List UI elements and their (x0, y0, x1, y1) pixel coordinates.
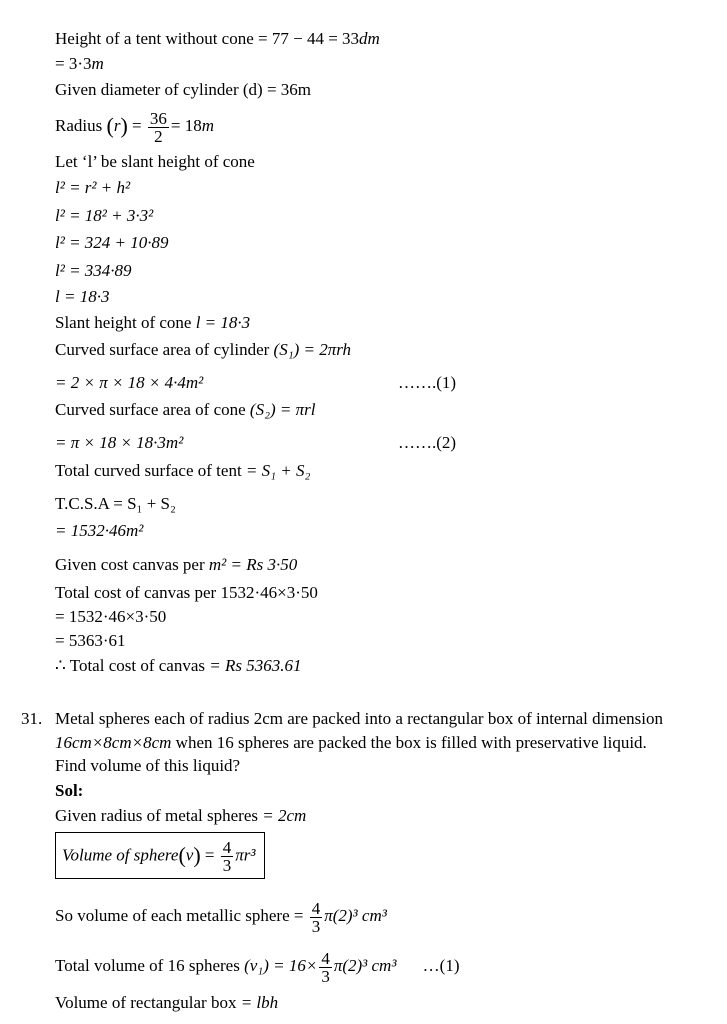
line-each-sphere: So volume of each metallic sphere = $\frac{4}{3}$ π(2)³ cm³ (55, 898, 387, 936)
solution-label: Sol: (55, 781, 84, 800)
equation-number: …(1) (422, 956, 460, 975)
line-radius-spheres (55, 806, 306, 826)
text: Given radius of metal spheres (55, 806, 258, 825)
fraction: $\frac{4}{3}$ (222, 838, 232, 875)
unit: dm (359, 29, 380, 48)
line-radius: Radius (r) = $\frac{36}{2}$ = 18m (55, 108, 214, 146)
line-total-cost (55, 656, 301, 676)
line-tent-height (55, 29, 380, 49)
math: l = 18·3 (195, 313, 251, 332)
math: πr³ (235, 845, 256, 865)
text: Curved surface area of cone (55, 400, 246, 419)
line-total-cost-per: Total cost of canvas per 1532·46×3·50 (55, 583, 318, 602)
line-eq4: l² = 334·89 (55, 261, 132, 280)
line-eq3: l² = 324 + 10·89 (55, 233, 169, 252)
math: = 2cm (262, 806, 307, 825)
math: (v₁) = 16× (244, 956, 318, 975)
text: Total volume of 16 spheres (55, 956, 240, 975)
text: Total curved surface of tent (55, 461, 242, 480)
var: r (113, 116, 121, 135)
line-result: = 5363·61 (55, 631, 126, 650)
text: Slant height of cone (55, 313, 192, 332)
unit: m (201, 116, 214, 135)
fraction: $\frac{4}{3}$ (321, 948, 330, 986)
text: ∴ Total cost of canvas (55, 656, 205, 675)
math: = 3·3 (55, 54, 92, 73)
text: Volume of rectangular box (55, 993, 237, 1012)
question-text-3: Find volume of this liquid? (55, 756, 241, 775)
equation-number-2: …….(2) (398, 433, 457, 452)
line-csa-cone (55, 400, 315, 420)
line-box-volume (55, 993, 278, 1013)
text: Given cost canvas per (55, 555, 205, 574)
math: (S₁) = 2πrh (273, 340, 352, 359)
line-csa-cone-value: = π × 18 × 18·3m² (55, 433, 184, 452)
math: π(2)³ cm³ (333, 956, 397, 975)
line-let-slant: Let ‘l’ be slant height of cone (55, 152, 255, 171)
line-eq1: l² = r² + h² (55, 178, 131, 197)
text: Volume of sphere (62, 845, 179, 865)
line-diameter: Given diameter of cylinder (d) = 36m (55, 80, 312, 99)
text: Curved surface area of cylinder (55, 340, 270, 359)
line-eq2: l² = 18² + 3·3² (55, 206, 154, 225)
formula-box: Volume of sphere(v) = $\frac{4}{3}$ πr³ (55, 832, 265, 879)
text: Height of a tent without cone (55, 29, 254, 48)
line-height-m (55, 54, 104, 74)
question-number: 31. (21, 709, 43, 728)
equation-number-1: …….(1) (398, 373, 457, 392)
fraction: $\frac{36}{2}$ (149, 108, 167, 146)
var: v (185, 845, 194, 865)
question-text-2 (55, 733, 647, 753)
line-tcsa-value: = 1532·46m² (55, 521, 144, 540)
line-cost-per (55, 555, 297, 575)
question-text-1: Metal spheres each of radius 2cm are packed into a rectangular box of internal dimension (55, 709, 663, 728)
math: = 77 − 44 = 33 (253, 29, 360, 48)
math: = Rs 5363.61 (209, 656, 302, 675)
line-csa-cylinder (55, 340, 351, 360)
line-total-csa (55, 461, 310, 481)
math: = lbh (240, 993, 279, 1012)
line-csa-cylinder-value: = 2 × π × 18 × 4·4m² (55, 373, 204, 392)
line-eq5: l = 18·3 (55, 287, 110, 306)
fraction: $\frac{4}{3}$ (311, 898, 321, 936)
math: π(2)³ cm³ (324, 906, 387, 925)
line-tcsa: T.C.S.A = S₁ + S₂ (55, 494, 176, 513)
line-total-volume (55, 946, 460, 986)
math: = S₁ + S₂ (245, 461, 311, 480)
unit: m (91, 54, 104, 73)
line-product: = 1532·46×3·50 (55, 607, 167, 626)
math: 16cm×8cm×8cm (55, 733, 172, 752)
math: m² = Rs 3·50 (208, 555, 298, 574)
math: = 18 (170, 116, 202, 135)
math: (S₂) = πrl (249, 400, 316, 419)
line-slant-height (55, 313, 250, 333)
text: Radius (55, 116, 103, 135)
text: when 16 spheres are packed the box is filled with preservative liquid. (171, 733, 647, 752)
text: So volume of each metallic sphere (55, 906, 290, 925)
